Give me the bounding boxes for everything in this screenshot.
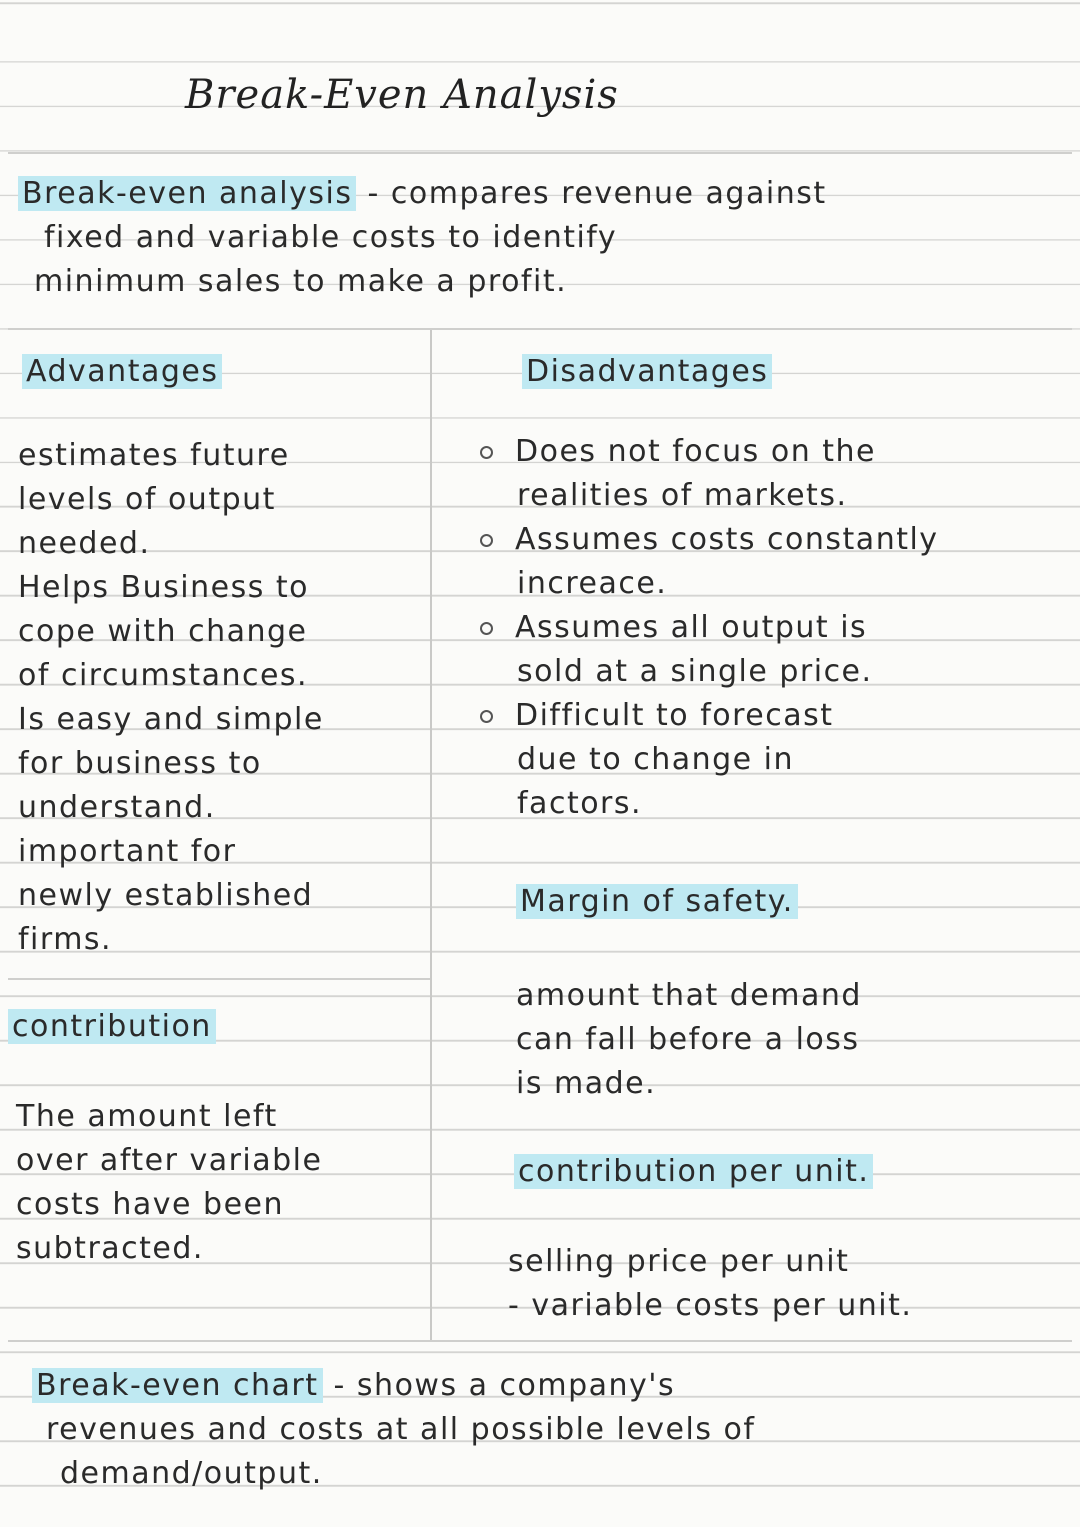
definition-line2: fixed and variable costs to identify [44, 220, 618, 255]
margin-of-safety-line: can fall before a loss [516, 1022, 860, 1057]
definition-separator: - [356, 176, 391, 211]
advantages-line: understand. [18, 790, 216, 825]
advantages-line: newly established [18, 878, 314, 913]
break-even-chart-definition [32, 1364, 755, 1496]
contribution-heading [8, 1005, 216, 1049]
definition-term: Break-even analysis [18, 176, 356, 211]
margin-of-safety-line: amount that demand [516, 978, 862, 1013]
disadvantage-text: Assumes all output is [515, 610, 868, 645]
disadvantage-item [480, 694, 939, 826]
disadvantages-heading [522, 350, 772, 394]
margin-of-safety-heading-text: Margin of safety. [516, 884, 798, 919]
margin-of-safety-heading [516, 880, 798, 924]
chart-definition-line3: demand/output. [60, 1456, 323, 1491]
bullet-icon [480, 534, 493, 547]
chart-definition-line2: revenues and costs at all possible levels of [46, 1412, 756, 1447]
contribution-per-unit-heading-text: contribution per unit. [514, 1154, 873, 1189]
margin-of-safety-definition [516, 974, 862, 1106]
chart-definition-term: Break-even chart [32, 1368, 323, 1403]
advantages-line: Helps Business to [18, 570, 310, 605]
disadvantage-text: due to change in [517, 742, 794, 777]
contribution-line: The amount left [16, 1099, 278, 1134]
title-divider [8, 152, 1072, 154]
advantages-list [18, 434, 324, 962]
disadvantage-item [480, 518, 939, 606]
advantages-line: Is easy and simple [18, 702, 324, 737]
advantages-line: for business to [18, 746, 262, 781]
break-even-analysis-definition [18, 172, 827, 304]
advantages-line: important for [18, 834, 237, 869]
bullet-icon [480, 446, 493, 459]
advantages-line: firms. [18, 922, 113, 957]
disadvantage-text: Difficult to forecast [515, 698, 834, 733]
advantages-line: levels of output [18, 482, 276, 517]
bullet-icon [480, 622, 493, 635]
contribution-per-unit-line: - variable costs per unit. [508, 1288, 913, 1323]
advantages-line: of circumstances. [18, 658, 309, 693]
contribution-divider [8, 978, 430, 980]
contribution-per-unit-heading [514, 1150, 873, 1194]
column-divider [430, 330, 432, 1340]
contribution-line: over after variable [16, 1143, 323, 1178]
disadvantage-text: realities of markets. [517, 478, 848, 513]
advantages-line: cope with change [18, 614, 308, 649]
disadvantages-heading-text: Disadvantages [522, 354, 772, 389]
definition-line1: compares revenue against [390, 176, 827, 211]
contribution-definition [16, 1095, 322, 1271]
page-title: Break-Even Analysis [185, 72, 619, 118]
advantages-heading [22, 350, 222, 394]
contribution-per-unit-line: selling price per unit [508, 1244, 850, 1279]
contribution-line: costs have been [16, 1187, 285, 1222]
disadvantages-list [480, 430, 939, 826]
advantages-line: estimates future [18, 438, 290, 473]
disadvantage-text: sold at a single price. [517, 654, 873, 689]
contribution-per-unit-formula [508, 1240, 912, 1328]
disadvantage-item [480, 430, 939, 518]
disadvantage-text: increace. [517, 566, 668, 601]
bullet-icon [480, 710, 493, 723]
disadvantage-text: Assumes costs constantly [515, 522, 939, 557]
disadvantage-text: Does not focus on the [515, 434, 876, 469]
contribution-heading-text: contribution [8, 1009, 216, 1044]
margin-of-safety-line: is made. [516, 1066, 657, 1101]
disadvantage-item [480, 606, 939, 694]
chart-definition-line1: shows a company's [356, 1368, 676, 1403]
advantages-heading-text: Advantages [22, 354, 222, 389]
table-bottom-divider [8, 1340, 1072, 1342]
table-top-divider [8, 328, 1072, 330]
definition-line3: minimum sales to make a profit. [34, 264, 568, 299]
contribution-line: subtracted. [16, 1231, 204, 1266]
disadvantage-text: factors. [517, 786, 643, 821]
advantages-line: needed. [18, 526, 151, 561]
chart-definition-separator: - [322, 1368, 357, 1403]
